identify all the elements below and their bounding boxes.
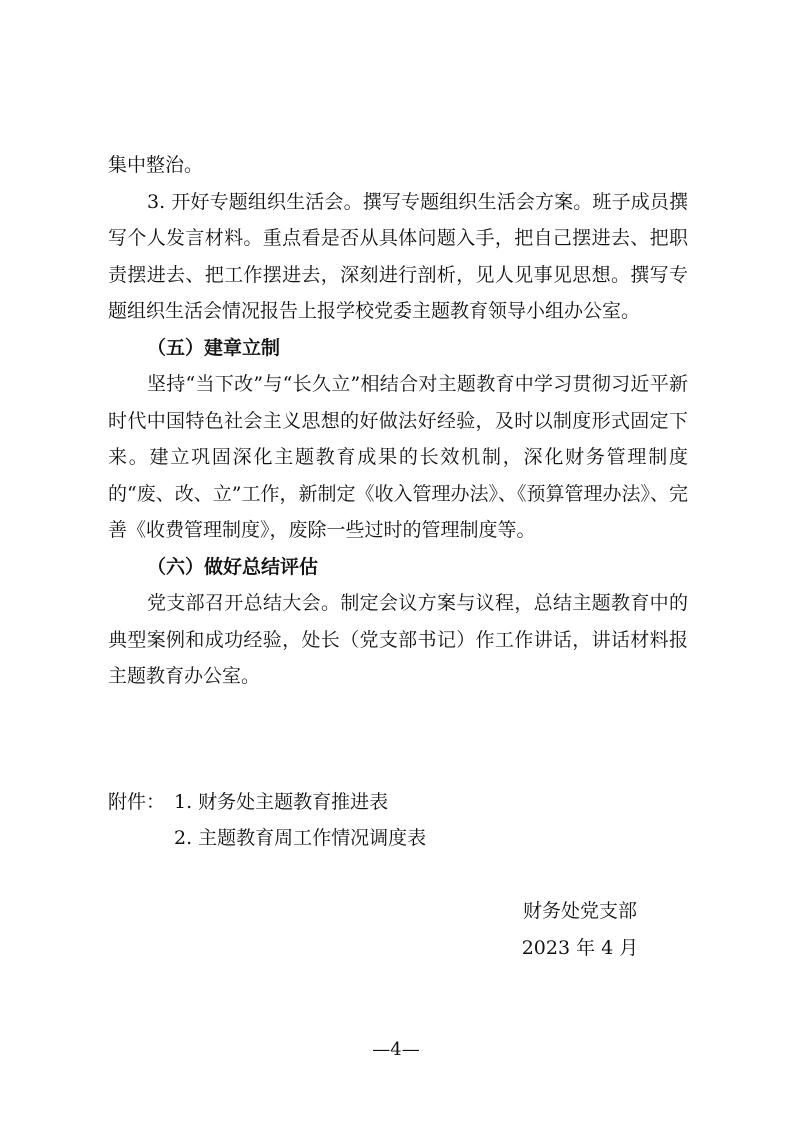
document-body xyxy=(108,147,688,695)
paragraph-organization-meeting: 3. 开好专题组织生活会。撰写专题组织生活会方案。班子成员撰写个人发言材料。重点看是否从具体问题入手，把自己摆进去、把职责摆进去、把工作摆进去，深刻进行剖析，见人见事见思想。撰写专题组织生活会情况报告上报学校党委主题教育领导小组办公室。 xyxy=(108,190,688,322)
paragraph-regulations: 坚持“当下改”与“长久立”相结合对主题教育中学习贯彻习近平新时代中国特色社会主义思想的好做法好经验，及时以制度形式固定下来。建立巩固深化主题教育成果的长效机制，深化财务管理制度的“废、改、立”工作，新制定《收入管理办法》、《预算管理办法》、完善《收费管理制度》，废除一些过时的管理制度等。 xyxy=(108,373,688,541)
page-number: —4— xyxy=(372,1039,420,1060)
signature-date: 2023 年 4 月 xyxy=(521,937,639,959)
attachment-item-2: 2. 主题教育周工作情况调度表 xyxy=(174,827,427,849)
attachments-block xyxy=(108,784,688,856)
section-heading-6: （六）做好总结评估 xyxy=(147,555,319,578)
attachments-label: 附件： xyxy=(108,791,166,813)
paragraph-summary: 党支部召开总结大会。制定会议方案与议程，总结主题教育中的典型案例和成功经验，处长（党支部书记）作工作讲话，讲话材料报主题教育办公室。 xyxy=(108,592,688,687)
attachment-item-1: 1. 财务处主题教育推进表 xyxy=(174,791,389,813)
signature-organization: 财务处党支部 xyxy=(522,900,637,922)
section-heading-5: （五）建章立制 xyxy=(147,336,281,359)
attachment-row-2 xyxy=(108,820,688,856)
signature-block xyxy=(505,893,655,967)
paragraph-continuation: 集中整治。 xyxy=(108,154,204,176)
attachment-row-1 xyxy=(108,784,688,820)
